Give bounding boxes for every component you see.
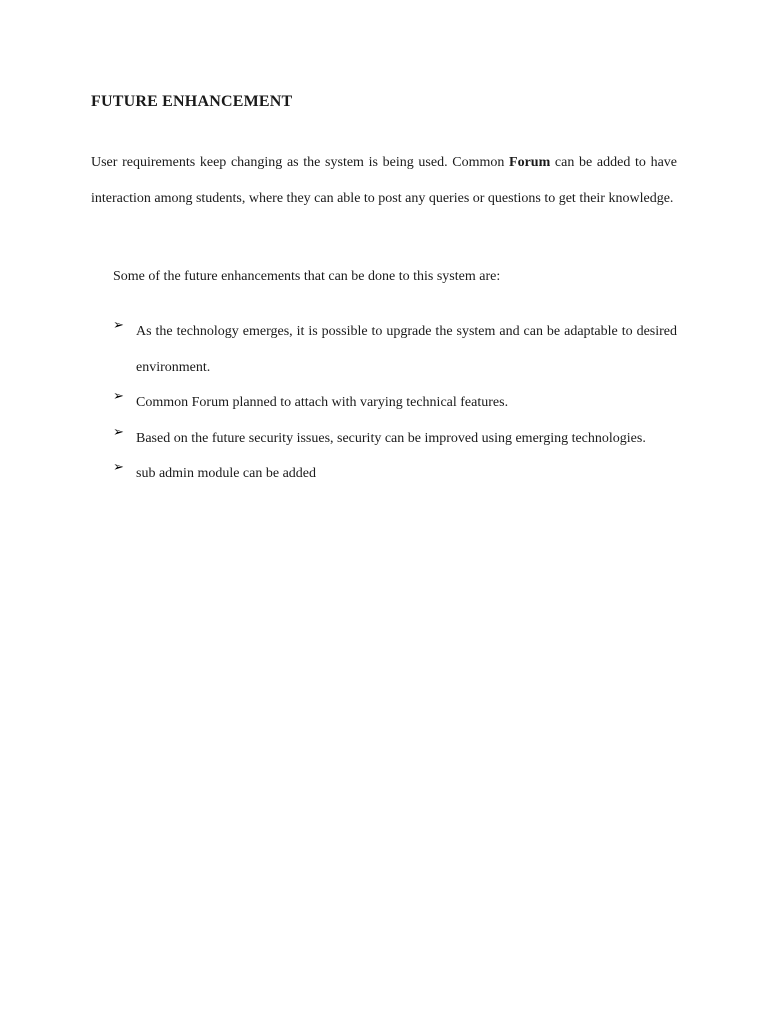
body-paragraph — [91, 145, 677, 216]
paragraph-bold-term: Forum — [509, 155, 551, 170]
arrow-bullet-icon: ➢ — [113, 424, 124, 440]
enhancement-list — [113, 314, 677, 492]
paragraph-text-start: User requirements keep changing as the system is being used. Common — [91, 155, 510, 170]
arrow-bullet-icon: ➢ — [113, 460, 124, 475]
section-heading: FUTURE ENHANCEMENT — [91, 93, 293, 110]
list-item-text: sub admin module can be added — [136, 466, 317, 481]
arrow-bullet-icon: ➢ — [113, 318, 124, 333]
list-item — [113, 314, 677, 385]
paragraph-text-end: can be added to have interaction among students, where they can able to post any queries or questions to get their knowledge. — [91, 155, 677, 206]
list-item — [113, 421, 677, 457]
list-item — [113, 385, 677, 421]
arrow-bullet-icon: ➢ — [113, 389, 124, 404]
list-item-text: Common Forum planned to attach with varying technical features. — [136, 395, 509, 410]
list-item — [113, 456, 677, 492]
list-item-text: As the technology emerges, it is possible to upgrade the system and can be adaptable to desired environment. — [136, 324, 677, 375]
list-item-text: Based on the future security issues, security can be improved using emerging technologies. — [136, 430, 646, 446]
list-intro: Some of the future enhancements that can be done to this system are: — [113, 269, 501, 284]
